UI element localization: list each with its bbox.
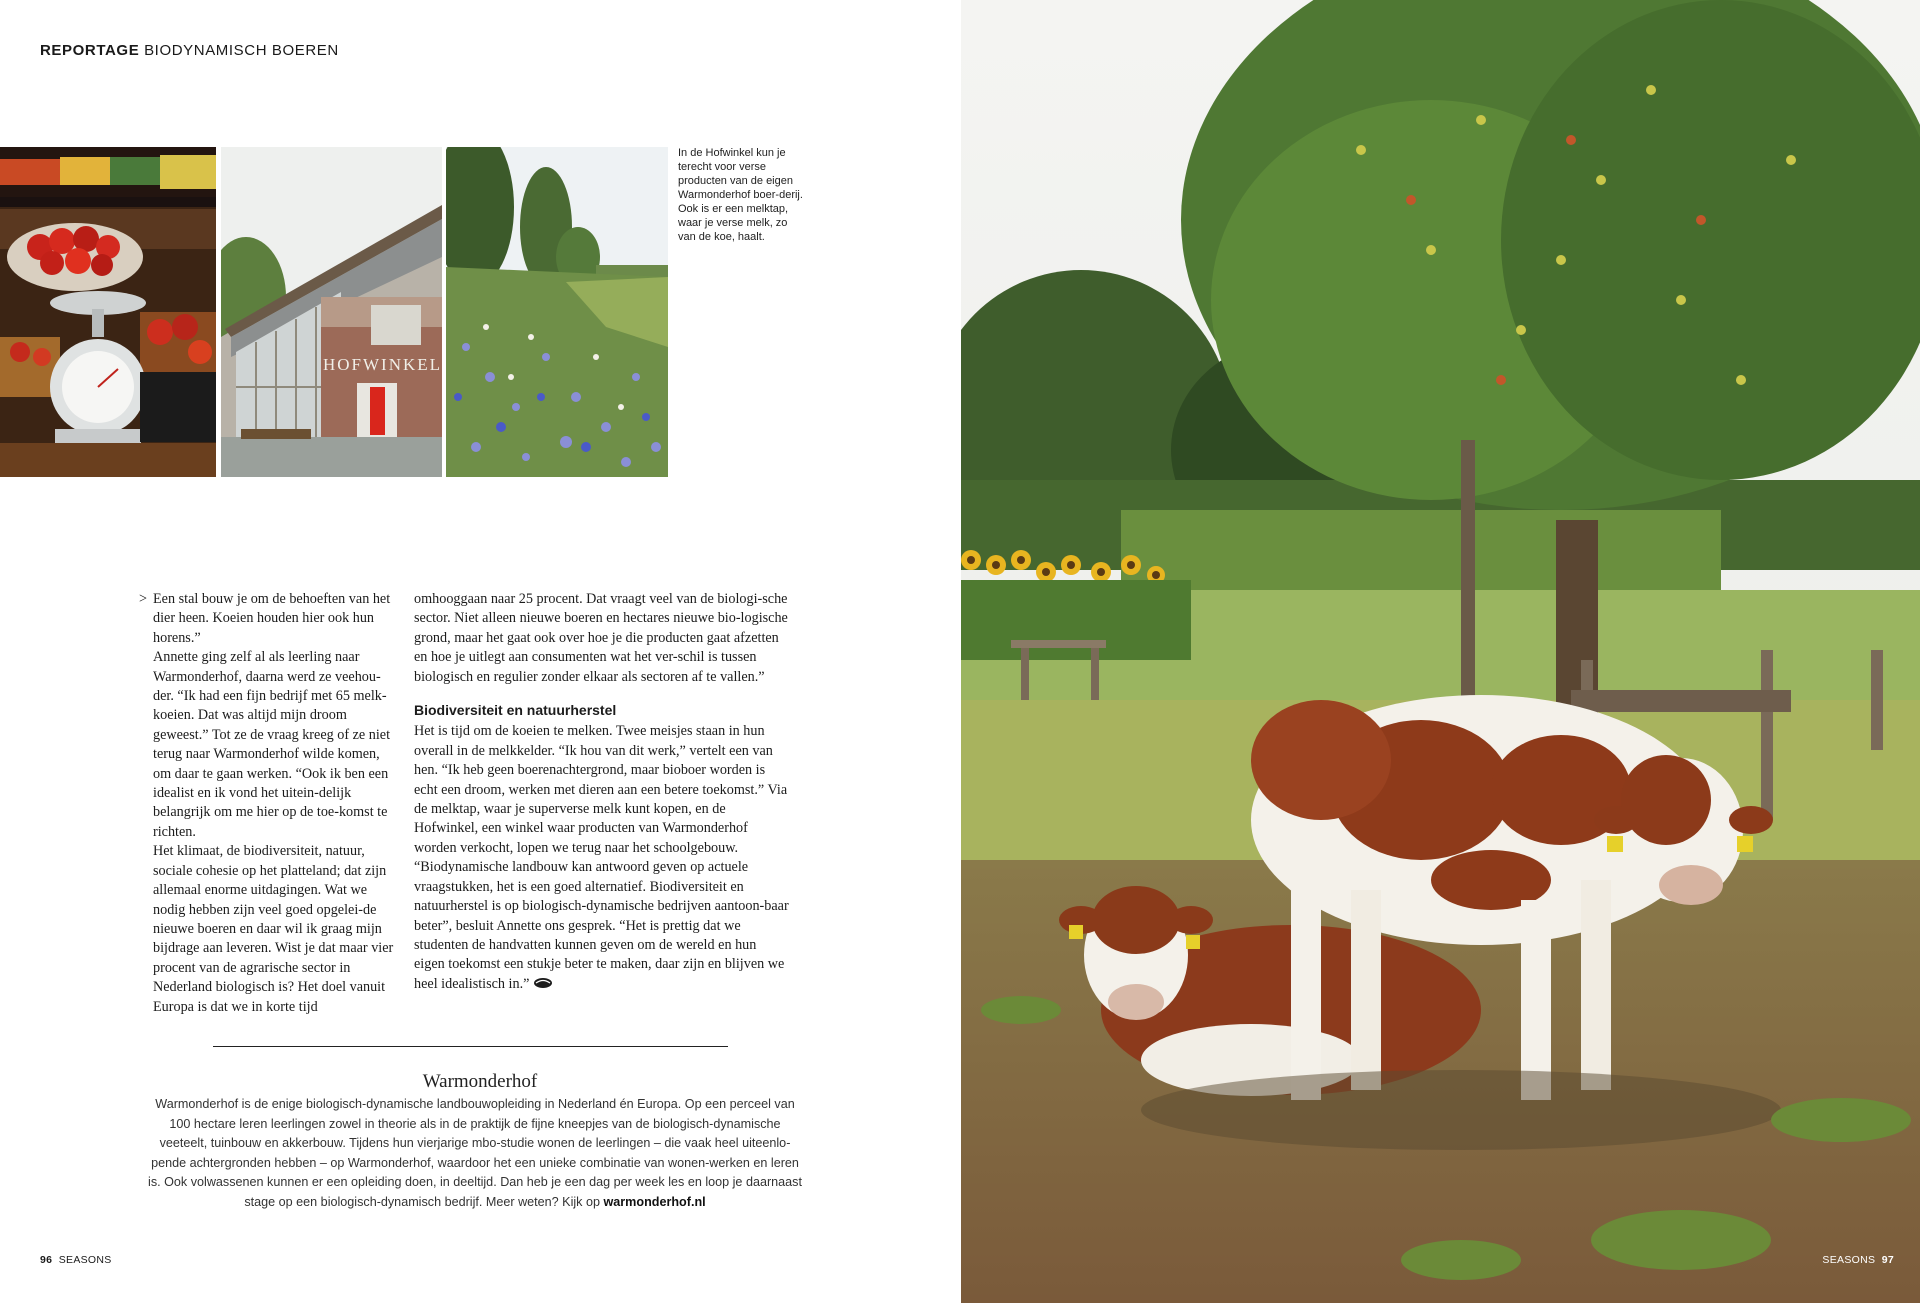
calves-under-apple-tree-image [961,0,1920,1303]
article-paragraph: omhooggaan naar 25 procent. Dat vraagt veel van de biologi-sche sector. Niet alleen nieuwe boeren en hectares nieuwe bio-logische grond, maar het gaat ook over hoe je die producten gaat afzetten en hoe je uitlegt aan consumenten wat het ver-schil is tussen biologisch en regulier zonder elkaar als sectoren af te vallen.” [414,591,788,685]
infobox-text: Warmonderhof is de enige biologisch-dynamische landbouwopleiding in Nederland én Europa. Op een perceel van 100 hectare leren leerlingen zowel in theorie als in de praktijk de fijne kneepjes van de biologisch-dynamische veeteelt, tuinbouw en akkerbouw. Tijdens hun vierjarige mbo-studie wonen de leerlingen – die vaak heel uiteenlo-pende achtergronden hebben – op Warmonderhof, waardoor het een unieke combinatie van wonen-werken en leren is. Ook volwassenen kunnen er een opleiding doen, in deeltijd. Dan heb je een dag per week les en loop je daarnaast stage op een biologisch-dynamisch bedrijf. Meer weten? Kijk op [148,1097,802,1209]
section-header [40,42,339,59]
section-topic: BIODYNAMISCH BOEREN [144,42,339,59]
article-subheading: Biodiversiteit en natuurherstel [414,702,617,719]
article-body-text: Het is tijd om de koeien te melken. Twee meisjes staan in hun overall in de melkkelder. “Ik hou van dit werk,” vertelt een van hen. “Ik heb geen boerenachtergrond, maar bioboer worden is echt een droom, werken met dieren aan een betere toekomst.” Via de melktap, waar je superverse melk kunt kopen, en de Hofwinkel, een winkel waar producten van Warmonderhof worden verkocht, lopen we terug naar het schoolgebouw. “Biodynamische landbouw kan antwoord geven op actuele vraagstukken, het is een goed alternatief. Biodiversiteit en natuurherstel is op biologisch-dynamische bedrijven aantoon-baar beter”, besluit Annette ons gesprek. “Het is prettig dat we studenten de handvatten kunnen geven om de wereld en hun eigen toekomst een stukje beter te maken, daar zijn en blijven we heel idealistisch in.” [414,723,789,992]
infobox-divider [213,1046,728,1047]
article-paragraph: Annette ging zelf al als leerling naar Warmonderhof, daarna werd ze veehou-der. “Ik had een fijn bedrijf met 65 melk-koeien. Dat was altijd mijn droom geweest.” Tot ze de vraag kreeg of ze niet terug naar Warmonderhof wilde komen, om daar te gaan werken. “Ook ik ben een idealist en ik vond het uitein-delijk belangrijk om me hier op de toe-komst te richten. [153,649,391,840]
infobox-title: Warmonderhof [422,1071,538,1092]
hofwinkel-sign: HOFWINKEL [323,355,442,374]
infobox-body [148,1095,802,1213]
hofwinkel-building-image [221,147,442,477]
continued-arrow-icon: > [139,591,148,607]
article-paragraph: Het klimaat, de biodiversiteit, natuur, sociale cohesie op het platteland; dat zijn allemaal enorme uitdagingen. Wat we nodig hebben zijn veel goed opgelei-de nieuwe boeren en daar wil ik graag mijn bijdrage aan leveren. Wist je dat maar vier procent van de agrarische sector in Nederland biologisch is? Het doel vanuit Europa is dat we in korte tijd [153,843,394,1015]
photo-produce-market [0,147,216,477]
article-paragraph [414,722,790,994]
article-paragraph: Een stal bouw je om de behoeften van het dier heen. Koeien houden hier ook hun horens.” [153,591,391,646]
infobox-link[interactable]: warmonderhof.nl [603,1194,706,1209]
photo-flower-meadow [446,147,668,477]
section-label: REPORTAGE [40,42,140,59]
article-column-2 [414,590,790,994]
left-folio [40,1254,112,1266]
left-magazine-name: SEASONS [58,1254,112,1266]
end-mark-icon [533,977,553,989]
flower-meadow-image [446,147,668,477]
article-column-1 [139,590,400,1017]
right-magazine-name: SEASONS [1822,1254,1876,1266]
right-page-number: 97 [1881,1254,1894,1266]
left-page-number: 96 [40,1254,53,1266]
right-folio [1822,1254,1894,1266]
photo-hofwinkel [221,147,442,477]
produce-market-image [0,147,216,477]
photo-caption: In de Hofwinkel kun je terecht voor verse producten van de eigen Warmonderhof boer-derij. Ook is er een melktap, waar je verse melk, zo van de koe, haalt. [678,147,803,243]
right-page-photo [961,0,1920,1303]
